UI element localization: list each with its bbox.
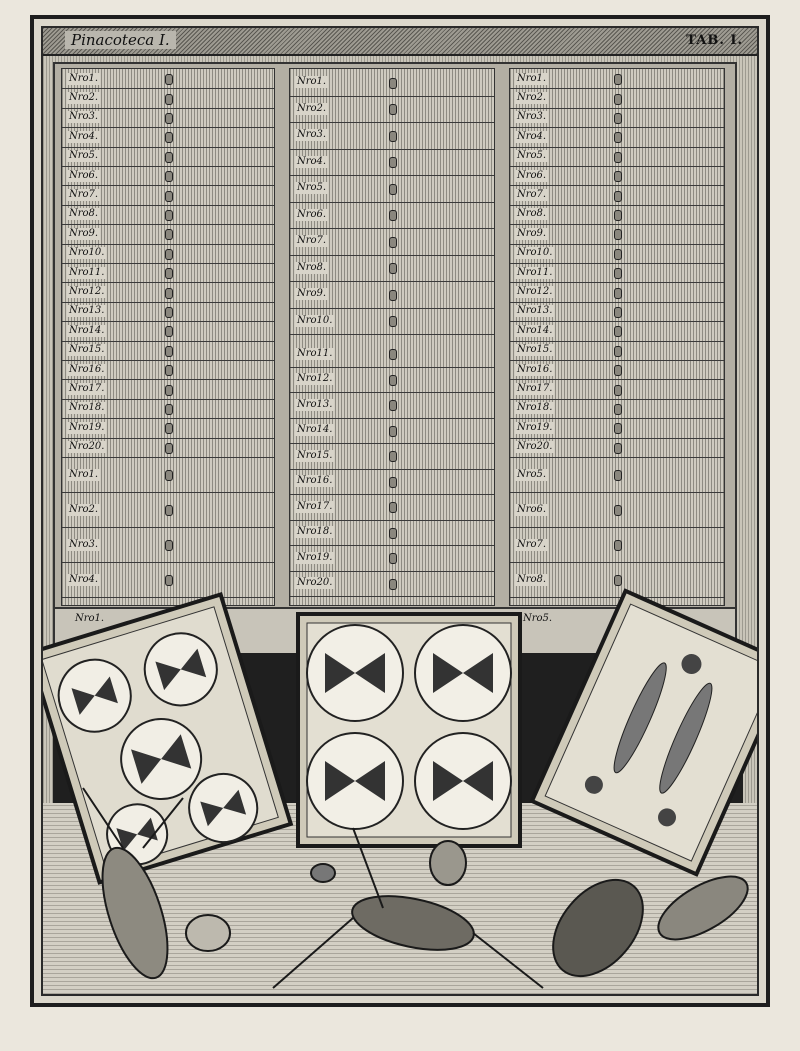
drawer-label: Nro4. — [69, 130, 99, 142]
drawer-label: Nro4. — [69, 573, 99, 585]
drawer-label: Nro8. — [517, 208, 547, 220]
drawer-label: Nro7. — [69, 189, 99, 201]
drawer-label: Nro9. — [69, 227, 99, 239]
drawer-label: Nro19. — [297, 551, 333, 563]
drawer-label: Nro10. — [297, 314, 333, 326]
drawer-label: Nro14. — [297, 424, 333, 436]
drawer-label: Nro15. — [297, 449, 333, 461]
drawer-label: Nro5. — [517, 468, 547, 480]
drawer-label: Nro1. — [69, 468, 99, 480]
drawer-label: Nro18. — [297, 526, 333, 538]
drawer-label: Nro8. — [517, 573, 547, 585]
drawer-label: Nro2. — [69, 92, 99, 104]
drawer-label: Nro15. — [69, 344, 105, 356]
drawer-label: Nro14. — [69, 324, 105, 336]
drawer-label: Nro9. — [517, 227, 547, 239]
drawer-label: Nro3. — [69, 111, 99, 123]
drawer-label: Nro1. — [517, 72, 547, 84]
drawer-label: Nro1. — [69, 72, 99, 84]
drawer-label: Nro13. — [517, 305, 553, 317]
plate-title: Pinacoteca I. — [65, 31, 176, 49]
drawer-label: Nro6. — [69, 169, 99, 181]
drawer-label: Nro11. — [297, 347, 333, 359]
drawer-label: Nro12. — [517, 286, 553, 298]
drawer-label: Nro5. — [297, 182, 327, 194]
base-label: Nro5. — [523, 613, 553, 624]
drawer-label: Nro6. — [297, 208, 327, 220]
drawer-label: Nro3. — [69, 538, 99, 550]
drawer-label: Nro3. — [517, 111, 547, 123]
drawer-label: Nro12. — [297, 373, 333, 385]
drawer-label: Nro15. — [517, 344, 553, 356]
drawer-label: Nro7. — [297, 235, 327, 247]
drawer-label: Nro5. — [69, 150, 99, 162]
drawer-label: Nro17. — [69, 383, 105, 395]
drawer-label: Nro9. — [297, 288, 327, 300]
drawer-label: Nro5. — [517, 150, 547, 162]
drawer-label: Nro1. — [297, 76, 327, 88]
drawer-label: Nro12. — [69, 286, 105, 298]
plate-number: TAB. I. — [686, 33, 743, 48]
drawer-label: Nro19. — [69, 421, 105, 433]
drawer-label: Nro17. — [297, 500, 333, 512]
butterfly-tray-left — [43, 594, 291, 882]
drawer-label: Nro2. — [517, 92, 547, 104]
butterfly-tray-center — [298, 614, 520, 846]
drawer-label: Nro7. — [517, 538, 547, 550]
drawer-label: Nro13. — [69, 305, 105, 317]
drawer-label: Nro19. — [517, 421, 553, 433]
drawer-label: Nro10. — [69, 247, 105, 259]
drawer-label: Nro11. — [517, 266, 553, 278]
drawer-label: Nro10. — [517, 247, 553, 259]
drawer-label: Nro13. — [297, 398, 333, 410]
drawer-label: Nro3. — [297, 129, 327, 141]
drawer-label: Nro20. — [69, 441, 105, 453]
drawer-label: Nro6. — [517, 503, 547, 515]
drawer-label: Nro18. — [517, 402, 553, 414]
drawer-label: Nro20. — [517, 441, 553, 453]
drawer-label: Nro16. — [517, 363, 553, 375]
drawer-label: Nro2. — [297, 102, 327, 114]
drawer-label: Nro4. — [297, 155, 327, 167]
drawer-label: Nro4. — [517, 130, 547, 142]
drawer-label: Nro16. — [297, 475, 333, 487]
plate-frame — [30, 15, 770, 1007]
drawer-label: Nro20. — [297, 577, 333, 589]
drawer-label: Nro8. — [297, 261, 327, 273]
specimen-illustration — [43, 28, 759, 996]
drawer-label: Nro18. — [69, 402, 105, 414]
drawer-label: Nro11. — [69, 266, 105, 278]
drawer-label: Nro6. — [517, 169, 547, 181]
drawer-label: Nro2. — [69, 503, 99, 515]
insect-tray-right — [532, 591, 759, 874]
drawer-label: Nro8. — [69, 208, 99, 220]
drawer-label: Nro14. — [517, 324, 553, 336]
plate-inner — [41, 26, 759, 996]
base-label: Nro1. — [75, 613, 105, 624]
drawer-label: Nro7. — [517, 189, 547, 201]
drawer-label: Nro17. — [517, 383, 553, 395]
drawer-label: Nro16. — [69, 363, 105, 375]
